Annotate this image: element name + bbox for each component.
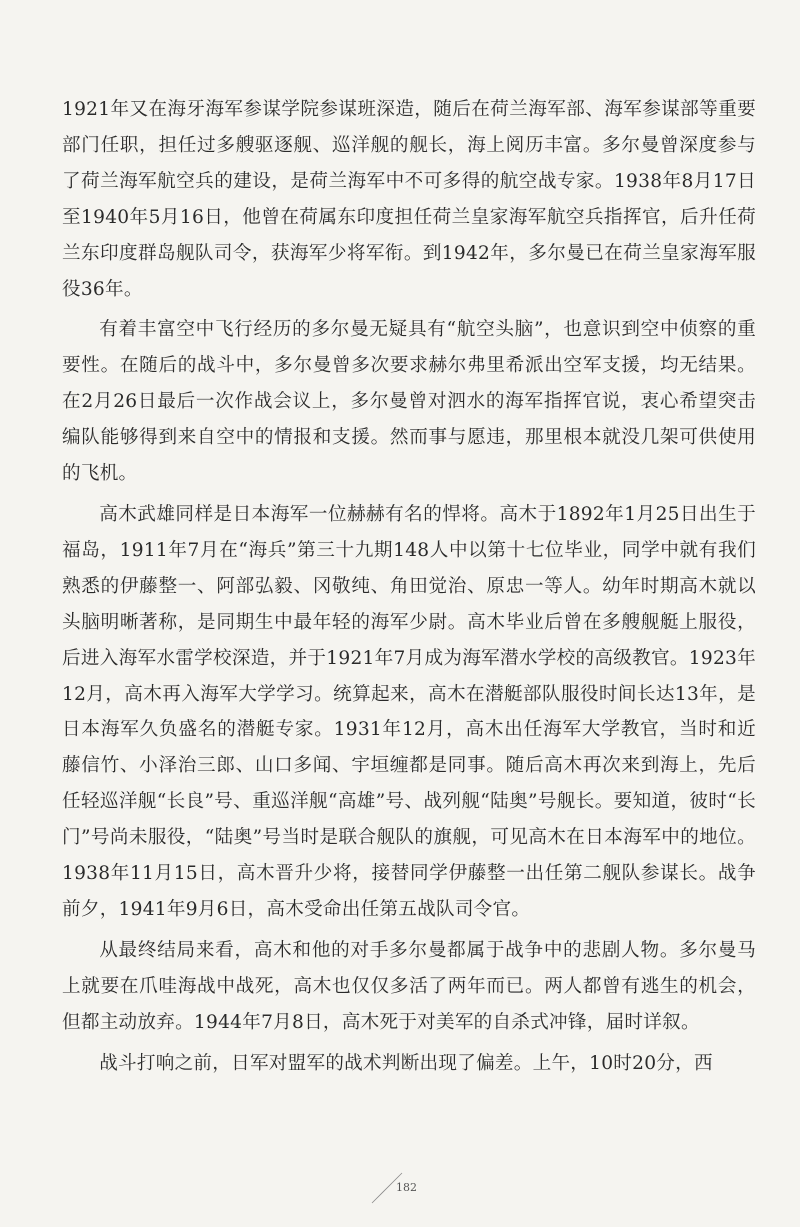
paragraph-4: 从最终结局来看，高木和他的对手多尔曼都属于战争中的悲剧人物。多尔曼马上就要在爪哇海战中战死，高木也仅仅多活了两年而已。两人都曾有逃生的机会，但都主动放弃。1944年7月8日，高木死于对美军的自杀式冲锋，届时详叙。 — [62, 939, 756, 1033]
paragraph-1: 1921年又在海牙海军参谋学院参谋班深造，随后在荷兰海军部、海军参谋部等重要部门任职，担任过多艘驱逐舰、巡洋舰的舰长，海上阅历丰富。多尔曼曾深度参与了荷兰海军航空兵的建设，是荷兰海军中不可多得的航空战专家。1938年8月17日至1940年5月16日，他曾在荷属东印度担任荷兰皇家海军航空兵指挥官，后升任荷兰东印度群岛舰队司令，获海军少将军衔。到1942年，多尔曼已在荷兰皇家海军服役36年。 — [62, 99, 756, 300]
page-number: 182 — [396, 1181, 417, 1194]
paragraph-3: 高木武雄同样是日本海军一位赫赫有名的悍将。高木于1892年1月25日出生于福岛，1911年7月在“海兵”第三十九期148人中以第十七位毕业，同学中就有我们熟悉的伊藤整一、阿部弘毅、冈敬纯、角田觉治、原忠一等人。幼年时期高木就以头脑明晰著称，是同期生中最年轻的海军少尉。高木毕业后曾在多艘舰艇上服役，后进入海军水雷学校深造，并于1921年7月成为海军潜水学校的高级教官。1923年12月，高木再入海军大学学习。统算起来，高木在潜艇部队服役时间长达13年，是日本海军久负盛名的潜艇专家。1931年12月，高木出任海军大学教官，当时和近藤信竹、小泽治三郎、山口多闻、宇垣缠都是同事。随后高木再次来到海上，先后任轻巡洋舰“长良”号、重巡洋舰“高雄”号、战列舰“陆奥”号舰长。要知道，彼时“长门”号尚未服役，“陆奥”号当时是联合舰队的旗舰，可见高木在日本海军中的地位。1938年11月15日，高木晋升少将，接替同学伊藤整一出任第二舰队参谋长。战争前夕，1941年9月6日，高木受命出任第五战队司令官。 — [62, 503, 756, 920]
paragraph-5: 战斗打响之前，日军对盟军的战术判断出现了偏差。上午，10时20分，西 — [99, 1052, 713, 1074]
body-text — [62, 92, 756, 1081]
paragraph-2: 有着丰富空中飞行经历的多尔曼无疑具有“航空头脑”，也意识到空中侦察的重要性。在随后的战斗中，多尔曼曾多次要求赫尔弗里希派出空军支援，均无结果。在2月26日最后一次作战会议上，多尔曼曾对泗水的海军指挥官说，衷心希望突击编队能够得到来自空中的情报和支援。然而事与愿违，那里根本就没几架可供使用的飞机。 — [62, 319, 756, 485]
